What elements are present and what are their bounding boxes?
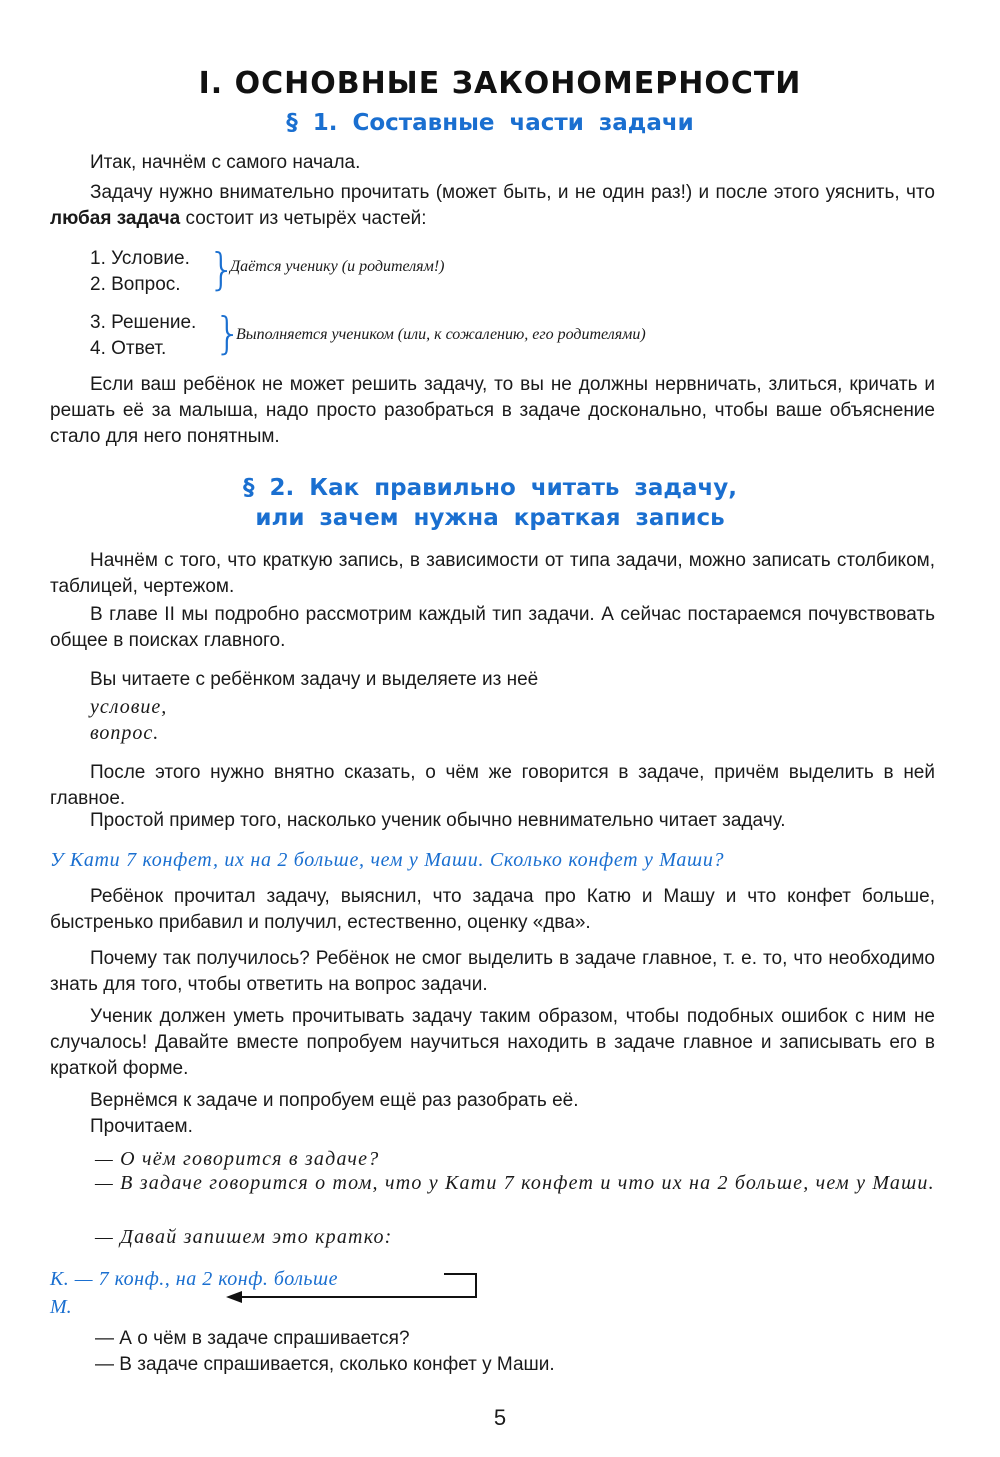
item-condition: условие, [90, 696, 168, 718]
s1-paragraph-1: Итак, начнём с самого начала. [90, 152, 361, 173]
s2-paragraph-4: После этого нужно внятно сказать, о чём же говорится в задаче, причём выделить в ней главное. [50, 762, 935, 809]
dialogue-line-4: — А о чём в задаче спрашивается? [95, 1328, 410, 1349]
task-parts-list-2 [90, 310, 196, 362]
task-parts-list [90, 246, 190, 298]
section-1-title: § 1. Составные части задачи [286, 110, 694, 136]
s2-paragraph-10: Прочитаем. [90, 1116, 193, 1137]
page-number: 5 [493, 1405, 507, 1430]
s2-paragraph-2: В главе II мы подробно рассмотрим каждый тип задачи. А сейчас постараемся почувствовать общее в поисках главного. [50, 604, 935, 651]
brace-mark-1: } [208, 244, 236, 295]
s1-paragraph-3: Если ваш ребёнок не может решить задачу, то вы не должны нервничать, злиться, кричать и решать её за малыша, надо просто разобраться в задаче досконально, чтобы ваше объяснение стало для него понятным. [50, 374, 935, 447]
list-item-question: 2. Вопрос. [90, 274, 181, 295]
item-question: вопрос. [90, 722, 160, 744]
short-record-line-2: М. [50, 1296, 72, 1318]
dialogue-line-1: — О чём говорится в задаче? [95, 1148, 380, 1170]
s2-paragraph-9: Вернёмся к задаче и попробуем ещё раз разобрать её. [90, 1090, 579, 1111]
emphasis-any-task: любая задача [50, 208, 181, 229]
s2-paragraph-7: Почему так получилось? Ребёнок не смог выделить в задаче главное, т. е. то, что необходимо знать для того, чтобы ответить на вопрос задачи. [50, 948, 935, 995]
chapter-title: I. ОСНОВНЫЕ ЗАКОНОМЕРНОСТИ [198, 66, 802, 101]
s2-paragraph-8: Ученик должен уметь прочитывать задачу таким образом, чтобы подобных ошибок с ним не случалось! Давайте вместе попробуем научиться находить в задаче главное и записывать его в краткой форме. [50, 1006, 935, 1079]
note-given-to-student: Даётся ученику (и родителям!) [230, 258, 445, 275]
s2-paragraph-6: Ребёнок прочитал задачу, выяснил, что задача про Катю и Машу и что конфет больше, быстренько прибавил и получил, естественно, оценку «два». [50, 886, 935, 933]
list-item-solution: 3. Решение. [90, 312, 197, 333]
section-2-title-line-2: или зачем нужна краткая запись [255, 505, 725, 531]
dialogue-line-3: — Давай запишем это кратко: [95, 1226, 393, 1248]
s2-paragraph-1: Начнём с того, что краткую запись, в зависимости от типа задачи, можно записать столбиком, таблицей, чертежом. [50, 550, 935, 597]
list-item-condition: 1. Условие. [90, 248, 190, 269]
s1-paragraph-2: Задачу нужно внимательно прочитать (может быть, и не один раз!) и после этого уяснить, что любая задача состоит из четырёх частей: [50, 182, 935, 229]
short-record-line-1: К. — 7 конф., на 2 конф. больше [50, 1268, 339, 1290]
note-done-by-student: Выполняется учеником (или, к сожалению, его родителями) [236, 326, 646, 343]
dialogue-line-2: — В задаче говорится о том, что у Кати 7 конфет и что их на 2 больше, чем у Маши. [95, 1172, 935, 1194]
list-item-answer: 4. Ответ. [90, 338, 167, 359]
brace-mark-2: } [214, 308, 242, 359]
example-task: У Кати 7 конфет, их на 2 больше, чем у Маши. Сколько конфет у Маши? [50, 849, 725, 871]
section-2-title-line-1: § 2. Как правильно читать задачу, [243, 475, 737, 501]
s2-paragraph-3: Вы читаете с ребёнком задачу и выделяете из неё [90, 669, 539, 690]
dialogue-line-5: — В задаче спрашивается, сколько конфет у Маши. [95, 1354, 555, 1375]
s2-paragraph-5: Простой пример того, насколько ученик обычно невнимательно читает задачу. [90, 810, 786, 831]
comparison-arrow-icon [220, 1268, 482, 1308]
